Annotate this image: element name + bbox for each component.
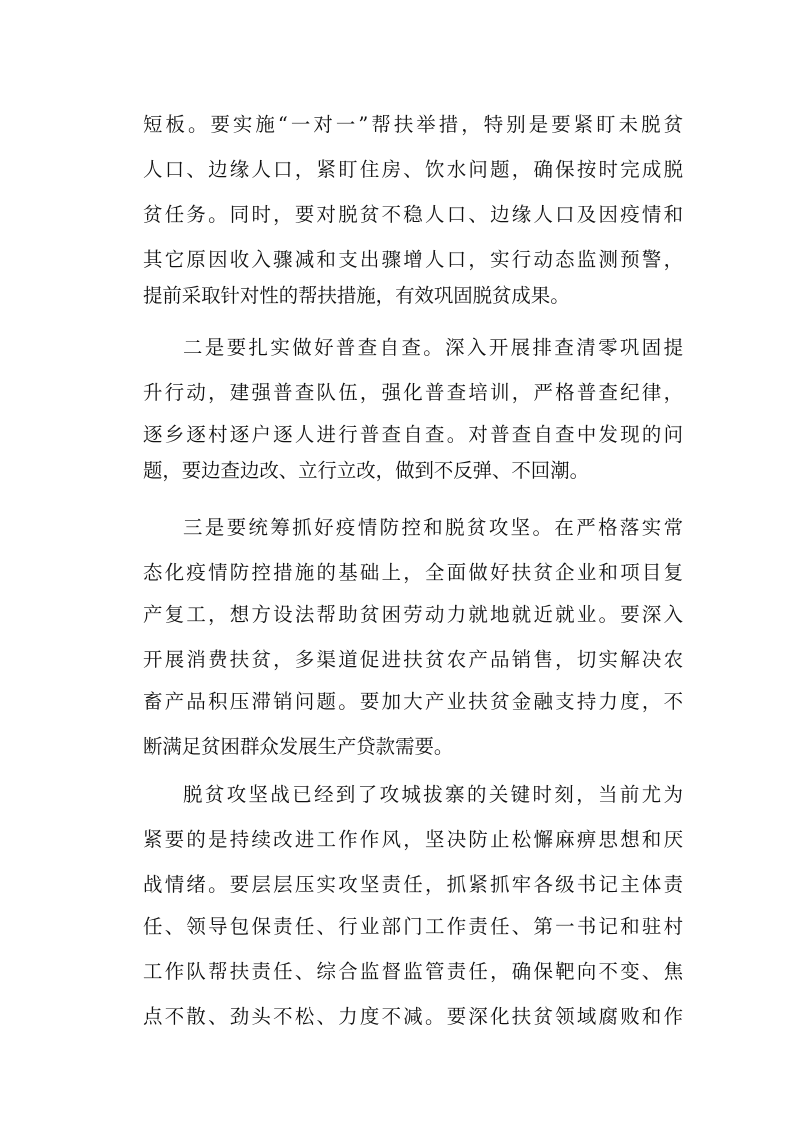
paragraph-4-line-6: 点不散、劲头不松、力度不减。要深化扶贫领域腐败和作	[143, 1005, 683, 1028]
paragraph-4-line-5: 工作队帮扶责任、综合监督监管责任，确保靶向不变、焦	[143, 960, 683, 983]
paragraph-1-line-4: 其它原因收入骤减和支出骤增人口，实行动态监测预警，	[143, 248, 683, 271]
paragraph-2-line-3: 逐乡逐村逐户逐人进行普查自查。对普查自查中发现的问	[143, 423, 683, 446]
paragraph-4-line-4: 任、领导包保责任、行业部门工作责任、第一书记和驻村	[143, 915, 683, 938]
paragraph-3-line-1: 三是要统筹抓好疫情防控和脱贫攻坚。在严格落实常	[183, 516, 683, 539]
paragraph-4-line-2: 紧要的是持续改进工作作风，坚决防止松懈麻痹思想和厌	[143, 828, 683, 851]
paragraph-4-line-1: 脱贫攻坚战已经到了攻城拔寨的关键时刻，当前尤为	[183, 783, 683, 806]
paragraph-1-line-3: 贫任务。同时，要对脱贫不稳人口、边缘人口及因疫情和	[143, 203, 683, 226]
paragraph-2-line-2: 升行动，建强普查队伍，强化普查培训，严格普查纪律，	[143, 381, 683, 404]
paragraph-3-line-3: 产复工，想方设法帮助贫困劳动力就地就近就业。要深入	[143, 603, 683, 626]
paragraph-1-line-5: 提前采取针对性的帮扶措施，有效巩固脱贫成果。	[143, 284, 570, 307]
document-page	[143, 0, 683, 1123]
paragraph-4-line-3: 战情绪。要层层压实攻坚责任，抓紧抓牢各级书记主体责	[143, 873, 683, 896]
paragraph-3-line-5: 畜产品积压滞销问题。要加大产业扶贫金融支持力度，不	[143, 690, 683, 713]
paragraph-1-line-2: 人口、边缘人口，紧盯住房、饮水问题，确保按时完成脱	[143, 158, 683, 181]
paragraph-2-line-1: 二是要扎实做好普查自查。深入开展排查清零巩固提	[183, 336, 683, 359]
paragraph-2-line-4: 题，要边查边改、立行立改，做到不反弹、不回潮。	[143, 459, 589, 482]
paragraph-1-line-1: 短板。要实施“一对一”帮扶举措，特别是要紧盯未脱贫	[143, 113, 683, 136]
paragraph-3-line-4: 开展消费扶贫，多渠道促进扶贫农产品销售，切实解决农	[143, 648, 683, 671]
paragraph-3-line-6: 断满足贫困群众发展生产贷款需要。	[143, 735, 454, 758]
paragraph-3-line-2: 态化疫情防控措施的基础上，全面做好扶贫企业和项目复	[143, 561, 683, 584]
